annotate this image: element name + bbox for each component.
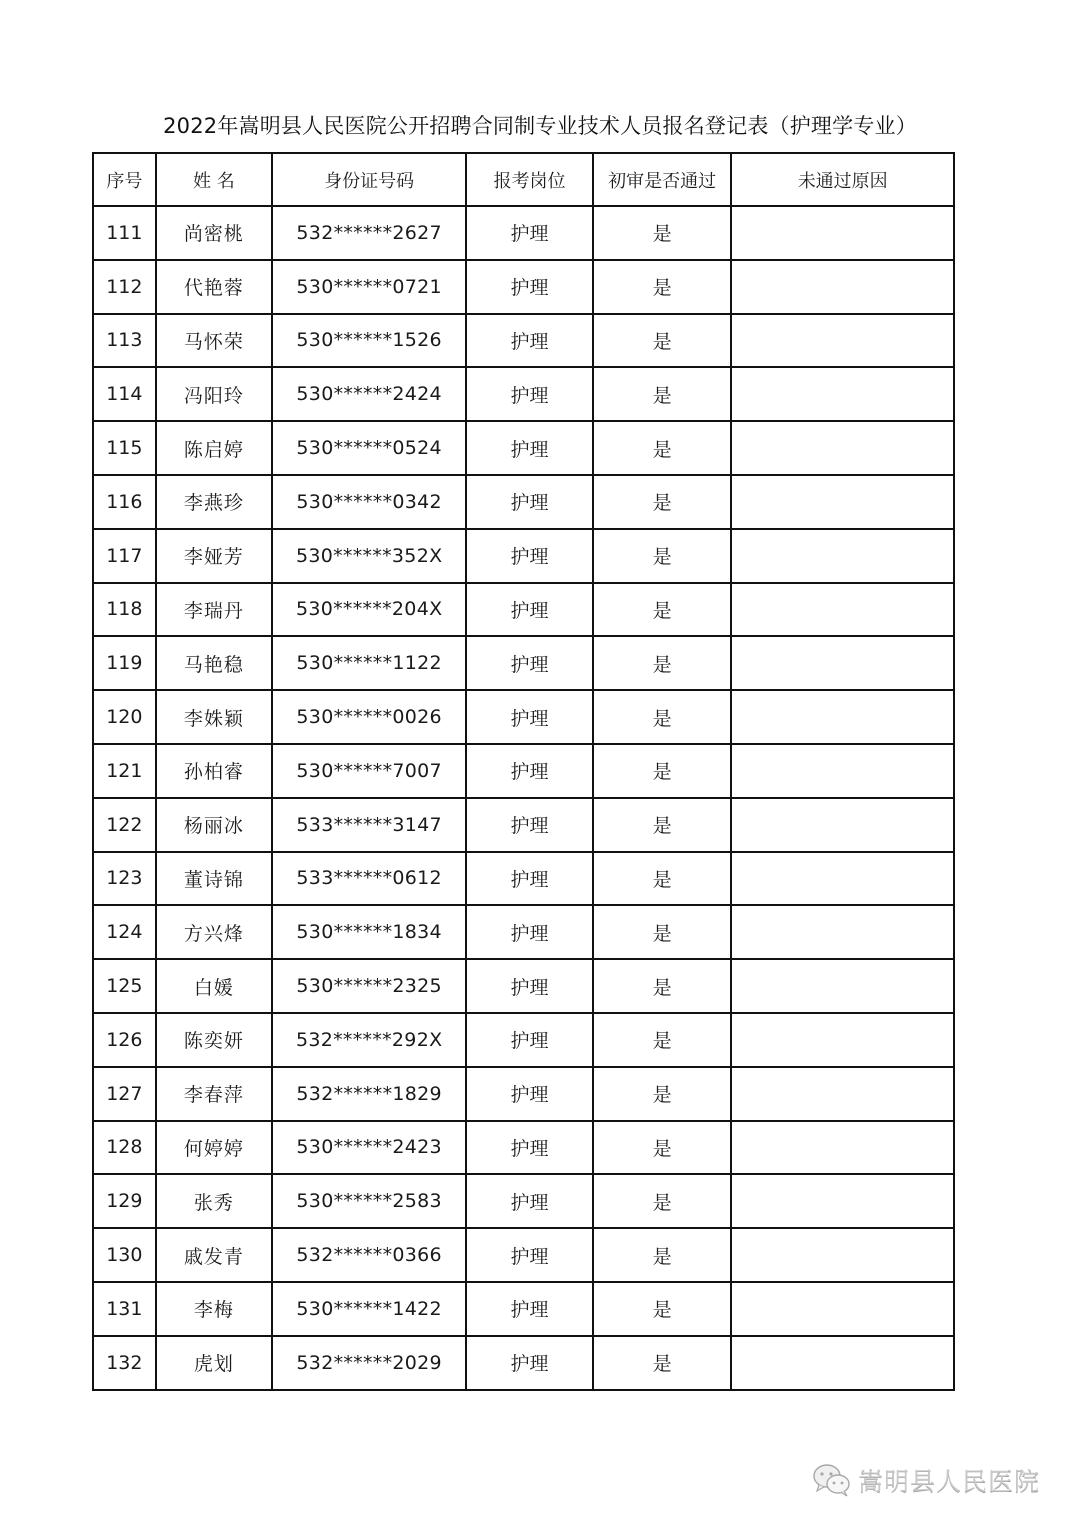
cell-name: 孙柏睿 — [156, 744, 272, 798]
header-name: 姓 名 — [156, 153, 272, 206]
cell-name: 马怀荣 — [156, 314, 272, 368]
cell-fail-reason — [731, 1121, 954, 1175]
cell-fail-reason — [731, 690, 954, 744]
cell-pass-status: 是 — [593, 367, 732, 421]
cell-fail-reason — [731, 529, 954, 583]
cell-post: 护理 — [466, 852, 592, 906]
cell-name: 白媛 — [156, 959, 272, 1013]
cell-name: 李春萍 — [156, 1067, 272, 1121]
cell-name: 戚发青 — [156, 1228, 272, 1282]
cell-name: 李姝颖 — [156, 690, 272, 744]
table-row — [93, 798, 954, 852]
cell-name: 虎划 — [156, 1336, 272, 1390]
cell-name: 何婷婷 — [156, 1121, 272, 1175]
watermark-text: 嵩明县人民医院 — [858, 1467, 1041, 1496]
cell-no: 119 — [93, 636, 156, 690]
cell-no: 114 — [93, 367, 156, 421]
cell-post: 护理 — [466, 421, 592, 475]
table-row — [93, 1174, 954, 1228]
cell-fail-reason — [731, 583, 954, 637]
document-title: 2022年嵩明县人民医院公开招聘合同制专业技术人员报名登记表（护理学专业） — [163, 114, 917, 138]
cell-post: 护理 — [466, 1282, 592, 1336]
registration-table — [92, 152, 955, 1391]
cell-id-number: 530******2424 — [272, 367, 466, 421]
watermark — [812, 1460, 1040, 1500]
cell-no: 121 — [93, 744, 156, 798]
cell-name: 陈奕妍 — [156, 1013, 272, 1067]
cell-id-number: 530******1526 — [272, 314, 466, 368]
table-row — [93, 314, 954, 368]
cell-fail-reason — [731, 1013, 954, 1067]
cell-post: 护理 — [466, 1067, 592, 1121]
table-row — [93, 959, 954, 1013]
cell-id-number: 532******1829 — [272, 1067, 466, 1121]
cell-no: 111 — [93, 206, 156, 260]
table-row — [93, 529, 954, 583]
table-body — [93, 206, 954, 1390]
cell-id-number: 533******0612 — [272, 852, 466, 906]
cell-pass-status: 是 — [593, 744, 732, 798]
cell-post: 护理 — [466, 1121, 592, 1175]
cell-post: 护理 — [466, 529, 592, 583]
cell-id-number: 530******2325 — [272, 959, 466, 1013]
table-header-row — [93, 153, 954, 206]
cell-id-number: 530******1422 — [272, 1282, 466, 1336]
cell-id-number: 532******2029 — [272, 1336, 466, 1390]
cell-id-number: 532******2627 — [272, 206, 466, 260]
cell-pass-status: 是 — [593, 529, 732, 583]
table-row — [93, 1121, 954, 1175]
cell-id-number: 530******2423 — [272, 1121, 466, 1175]
cell-no: 125 — [93, 959, 156, 1013]
cell-fail-reason — [731, 206, 954, 260]
cell-name: 尚密桃 — [156, 206, 272, 260]
cell-fail-reason — [731, 367, 954, 421]
cell-post: 护理 — [466, 636, 592, 690]
cell-name: 李梅 — [156, 1282, 272, 1336]
cell-id-number: 530******2583 — [272, 1174, 466, 1228]
header-pass: 初审是否通过 — [593, 153, 732, 206]
cell-pass-status: 是 — [593, 475, 732, 529]
cell-no: 116 — [93, 475, 156, 529]
cell-post: 护理 — [466, 314, 592, 368]
cell-no: 117 — [93, 529, 156, 583]
header-id: 身份证号码 — [272, 153, 466, 206]
cell-no: 123 — [93, 852, 156, 906]
cell-fail-reason — [731, 1174, 954, 1228]
table-row — [93, 1282, 954, 1336]
cell-post: 护理 — [466, 206, 592, 260]
cell-pass-status: 是 — [593, 421, 732, 475]
cell-pass-status: 是 — [593, 798, 732, 852]
table-row — [93, 421, 954, 475]
cell-pass-status: 是 — [593, 314, 732, 368]
cell-no: 131 — [93, 1282, 156, 1336]
cell-fail-reason — [731, 636, 954, 690]
table-row — [93, 1067, 954, 1121]
cell-post: 护理 — [466, 1336, 592, 1390]
cell-pass-status: 是 — [593, 260, 732, 314]
cell-fail-reason — [731, 959, 954, 1013]
cell-no: 130 — [93, 1228, 156, 1282]
cell-id-number: 532******292X — [272, 1013, 466, 1067]
table-row — [93, 206, 954, 260]
header-post: 报考岗位 — [466, 153, 592, 206]
cell-id-number: 530******352X — [272, 529, 466, 583]
cell-post: 护理 — [466, 367, 592, 421]
cell-fail-reason — [731, 798, 954, 852]
cell-no: 132 — [93, 1336, 156, 1390]
table-row — [93, 636, 954, 690]
header-no: 序号 — [93, 153, 156, 206]
cell-id-number: 532******0366 — [272, 1228, 466, 1282]
cell-fail-reason — [731, 421, 954, 475]
cell-no: 129 — [93, 1174, 156, 1228]
cell-name: 方兴烽 — [156, 905, 272, 959]
cell-post: 护理 — [466, 1174, 592, 1228]
cell-no: 120 — [93, 690, 156, 744]
cell-post: 护理 — [466, 744, 592, 798]
table-row — [93, 1336, 954, 1390]
cell-name: 陈启婷 — [156, 421, 272, 475]
cell-fail-reason — [731, 475, 954, 529]
cell-pass-status: 是 — [593, 905, 732, 959]
table-row — [93, 1013, 954, 1067]
cell-name: 冯阳玲 — [156, 367, 272, 421]
table-row — [93, 852, 954, 906]
cell-no: 124 — [93, 905, 156, 959]
table-row — [93, 367, 954, 421]
cell-post: 护理 — [466, 959, 592, 1013]
cell-id-number: 530******1122 — [272, 636, 466, 690]
table-row — [93, 690, 954, 744]
cell-no: 127 — [93, 1067, 156, 1121]
table-row — [93, 260, 954, 314]
cell-post: 护理 — [466, 1228, 592, 1282]
header-reason: 未通过原因 — [731, 153, 954, 206]
cell-no: 122 — [93, 798, 156, 852]
cell-fail-reason — [731, 260, 954, 314]
cell-id-number: 530******1834 — [272, 905, 466, 959]
cell-pass-status: 是 — [593, 690, 732, 744]
table-row — [93, 905, 954, 959]
cell-no: 126 — [93, 1013, 156, 1067]
cell-fail-reason — [731, 1336, 954, 1390]
cell-pass-status: 是 — [593, 852, 732, 906]
cell-name: 董诗锦 — [156, 852, 272, 906]
cell-post: 护理 — [466, 583, 592, 637]
cell-id-number: 530******0026 — [272, 690, 466, 744]
cell-post: 护理 — [466, 475, 592, 529]
cell-pass-status: 是 — [593, 959, 732, 1013]
cell-name: 李燕珍 — [156, 475, 272, 529]
cell-fail-reason — [731, 852, 954, 906]
cell-id-number: 533******3147 — [272, 798, 466, 852]
cell-post: 护理 — [466, 905, 592, 959]
cell-pass-status: 是 — [593, 583, 732, 637]
cell-no: 112 — [93, 260, 156, 314]
cell-pass-status: 是 — [593, 1228, 732, 1282]
cell-name: 杨丽冰 — [156, 798, 272, 852]
cell-pass-status: 是 — [593, 1013, 732, 1067]
cell-no: 115 — [93, 421, 156, 475]
cell-fail-reason — [731, 744, 954, 798]
cell-id-number: 530******204X — [272, 583, 466, 637]
cell-no: 113 — [93, 314, 156, 368]
cell-pass-status: 是 — [593, 1336, 732, 1390]
cell-post: 护理 — [466, 1013, 592, 1067]
cell-name: 李娅芳 — [156, 529, 272, 583]
cell-no: 128 — [93, 1121, 156, 1175]
cell-post: 护理 — [466, 798, 592, 852]
cell-pass-status: 是 — [593, 206, 732, 260]
cell-pass-status: 是 — [593, 1121, 732, 1175]
cell-pass-status: 是 — [593, 1067, 732, 1121]
table-row — [93, 1228, 954, 1282]
cell-name: 李瑞丹 — [156, 583, 272, 637]
cell-fail-reason — [731, 314, 954, 368]
table-row — [93, 744, 954, 798]
cell-pass-status: 是 — [593, 1282, 732, 1336]
cell-fail-reason — [731, 1282, 954, 1336]
wechat-icon — [812, 1463, 852, 1497]
cell-post: 护理 — [466, 260, 592, 314]
table-row — [93, 583, 954, 637]
cell-no: 118 — [93, 583, 156, 637]
cell-id-number: 530******0721 — [272, 260, 466, 314]
cell-name: 张秀 — [156, 1174, 272, 1228]
table-row — [93, 475, 954, 529]
cell-pass-status: 是 — [593, 636, 732, 690]
cell-id-number: 530******0524 — [272, 421, 466, 475]
cell-fail-reason — [731, 905, 954, 959]
cell-fail-reason — [731, 1228, 954, 1282]
cell-post: 护理 — [466, 690, 592, 744]
cell-fail-reason — [731, 1067, 954, 1121]
cell-id-number: 530******0342 — [272, 475, 466, 529]
cell-name: 马艳稳 — [156, 636, 272, 690]
cell-pass-status: 是 — [593, 1174, 732, 1228]
cell-name: 代艳蓉 — [156, 260, 272, 314]
cell-id-number: 530******7007 — [272, 744, 466, 798]
